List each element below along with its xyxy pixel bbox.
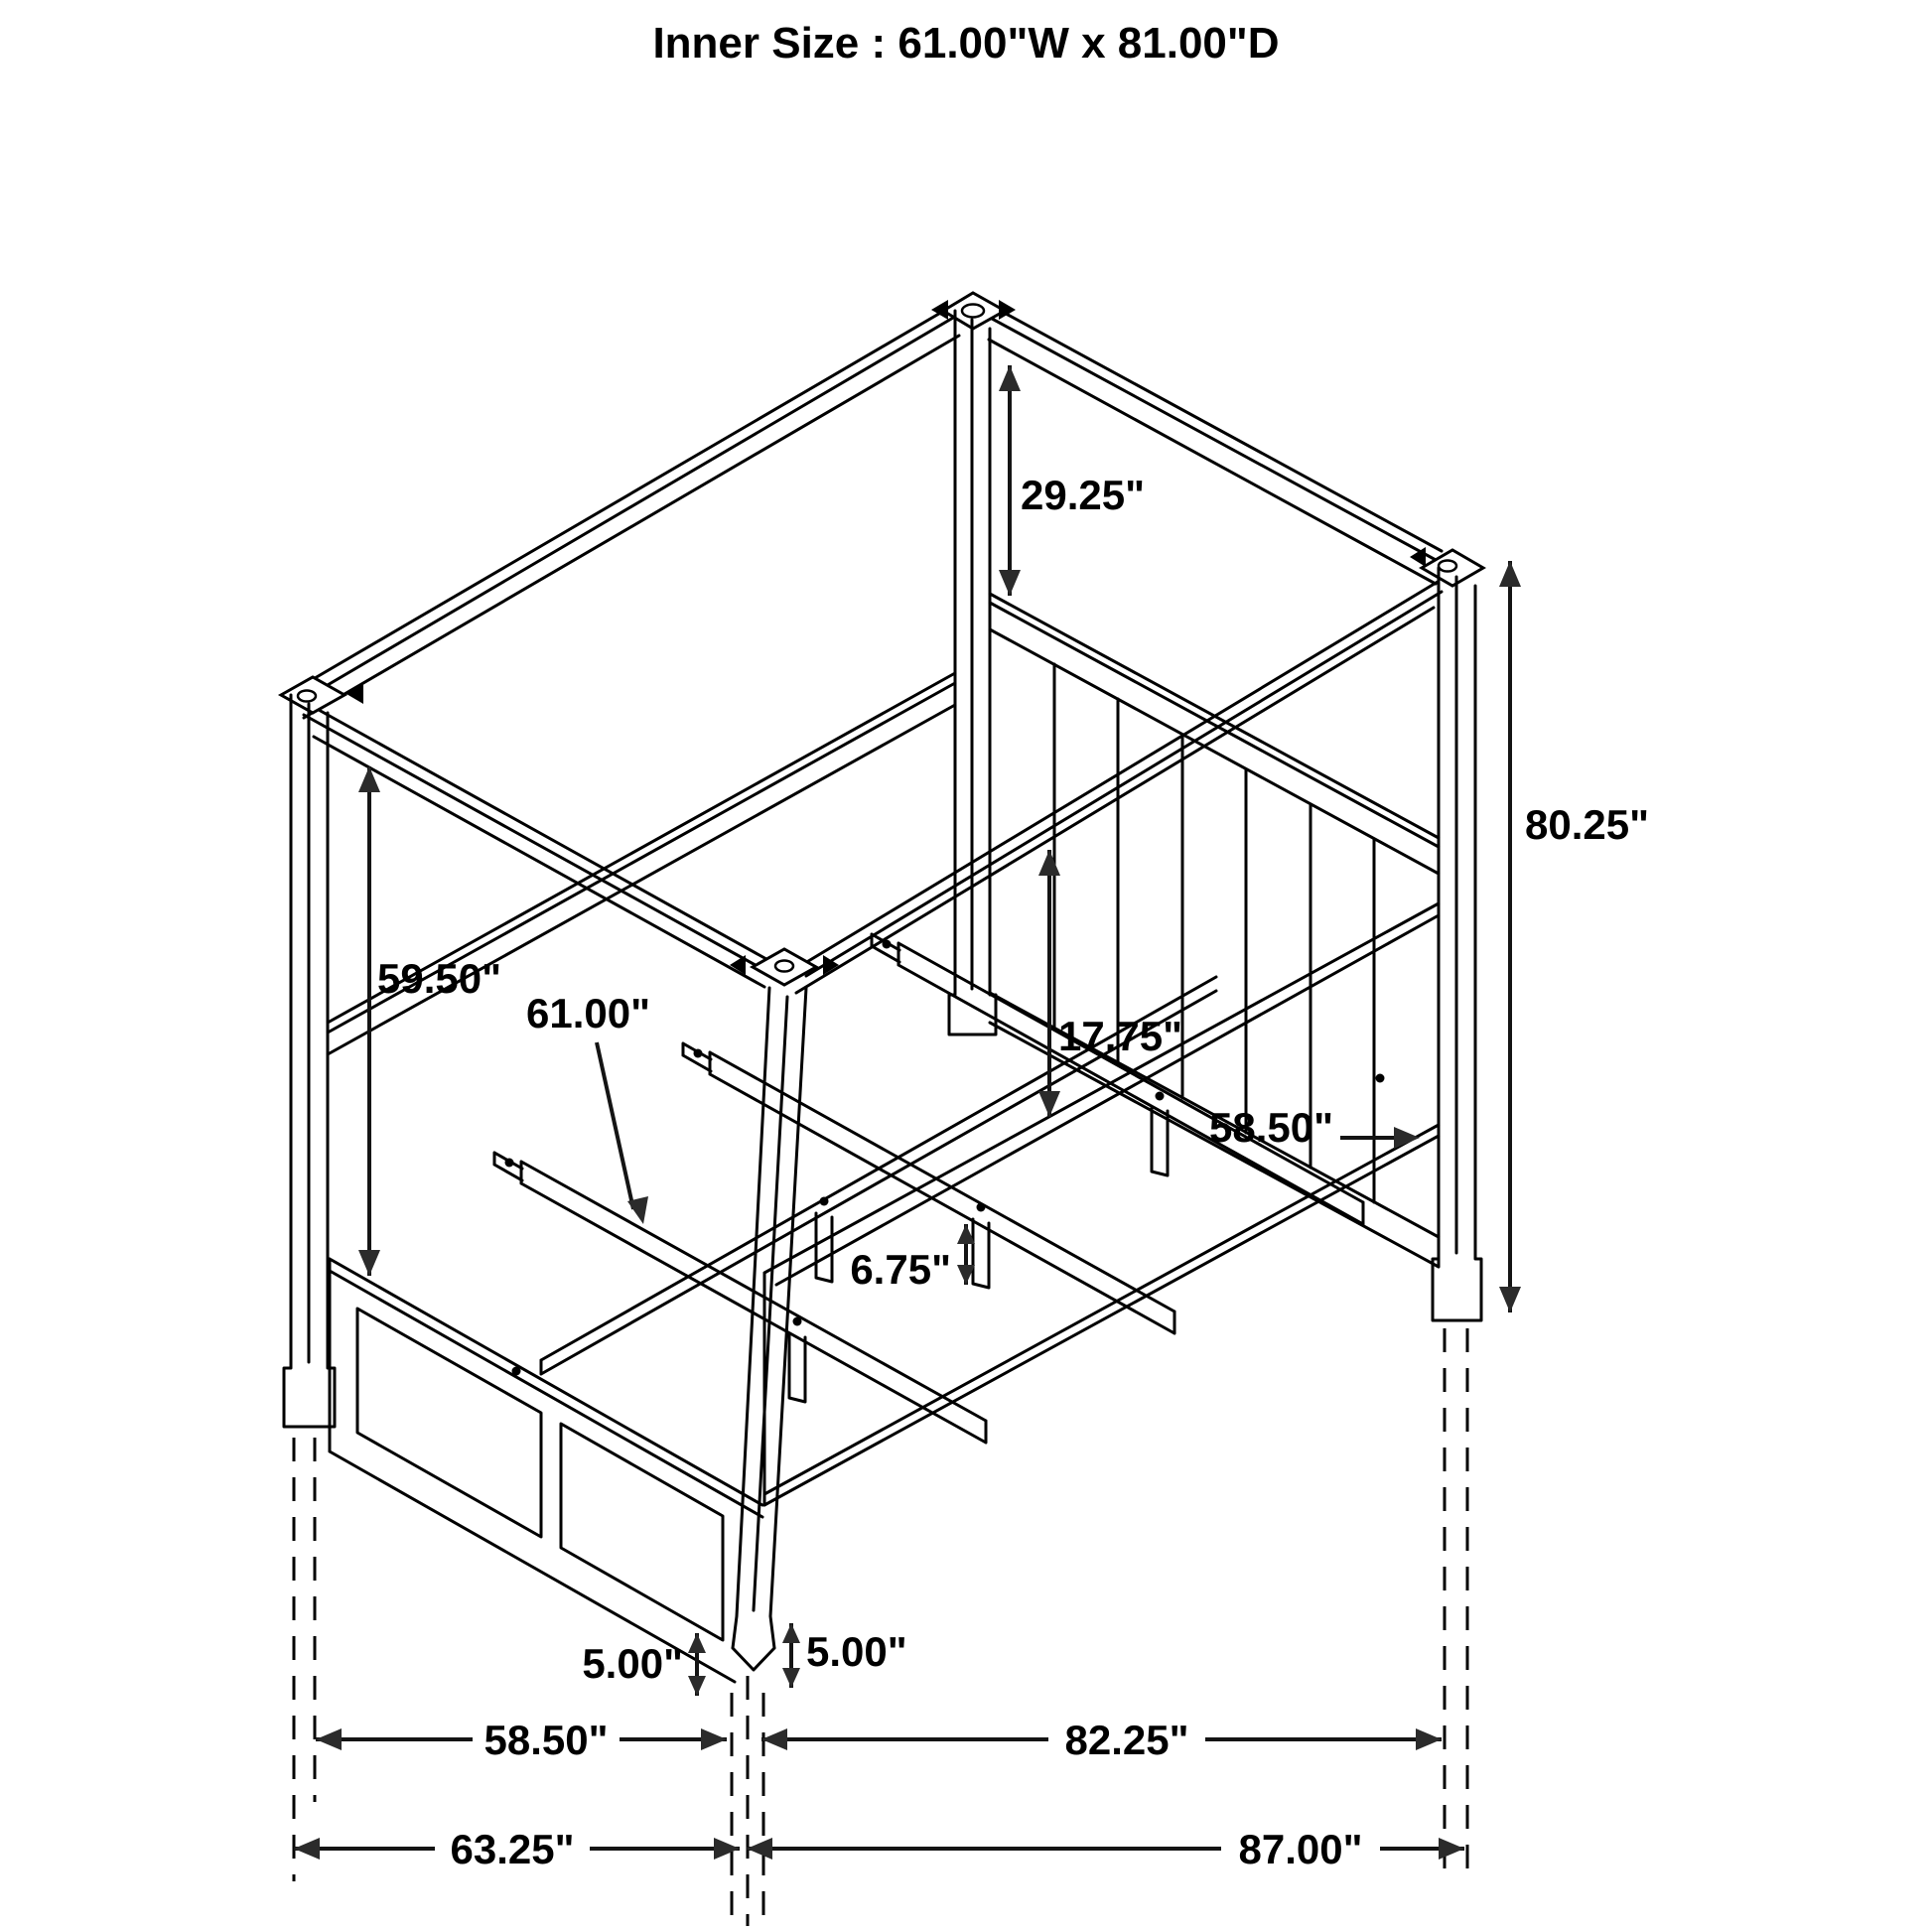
drawer-front-2 bbox=[561, 1424, 723, 1640]
canopy-corner-hole-right bbox=[1439, 561, 1456, 572]
dimension-overall-width bbox=[294, 1826, 740, 1872]
canopy-beam-back-width bbox=[983, 304, 1442, 584]
bed-rails bbox=[328, 673, 1439, 1505]
arrow-down-icon bbox=[358, 1250, 380, 1276]
dimension-overall-depth bbox=[747, 1826, 1464, 1872]
left-post bbox=[284, 695, 335, 1427]
arrow-right-icon bbox=[1416, 1728, 1442, 1750]
dimension-canopy-clearance bbox=[358, 766, 501, 1276]
dimension-front-leg-height-left bbox=[582, 1633, 706, 1696]
arrow-left-icon bbox=[747, 1838, 772, 1860]
dimension-label: 6.75" bbox=[850, 1246, 951, 1293]
dimension-rail-height bbox=[1038, 850, 1182, 1117]
canopy-corner-hole-back bbox=[962, 305, 984, 318]
slat-bolt bbox=[694, 1049, 703, 1058]
arrow-up-icon bbox=[1499, 561, 1521, 587]
canopy-beam-left-long bbox=[304, 301, 965, 718]
front-post bbox=[733, 988, 806, 1670]
slat-bolt bbox=[505, 1159, 514, 1168]
arrow-right-icon bbox=[1394, 1127, 1420, 1149]
arrow-down-icon bbox=[688, 1676, 706, 1696]
dimension-overall-height bbox=[1499, 561, 1649, 1312]
dimension-label: 58.50" bbox=[483, 1717, 609, 1763]
dimension-label: 17.75" bbox=[1058, 1013, 1183, 1059]
canopy-beam-front-width bbox=[304, 705, 766, 987]
arrow-left-icon bbox=[761, 1728, 787, 1750]
dimension-front-leg-height-right bbox=[782, 1623, 907, 1688]
arrow-up-icon bbox=[782, 1623, 800, 1643]
arrow-right-icon bbox=[701, 1728, 727, 1750]
leg-bolt bbox=[977, 1203, 986, 1212]
arrow-up-icon bbox=[688, 1633, 706, 1653]
dimension-label: 82.25" bbox=[1064, 1717, 1189, 1763]
arrow-left-icon bbox=[294, 1838, 320, 1860]
dimension-label: 29.25" bbox=[1021, 472, 1146, 518]
slat-3 bbox=[494, 1153, 986, 1443]
dimension-label: 5.00" bbox=[806, 1628, 907, 1675]
dimension-canopy-to-headboard bbox=[999, 365, 1145, 596]
right-side-rail bbox=[764, 903, 1439, 1505]
arrow-right-icon bbox=[714, 1838, 740, 1860]
dimension-footboard-inner-span bbox=[316, 1717, 727, 1763]
dimension-slat-length bbox=[526, 990, 650, 1224]
dimension-label: 59.50" bbox=[377, 955, 502, 1002]
page-title: Inner Size : 61.00"W x 81.00"D bbox=[652, 19, 1280, 68]
arrow-down-icon bbox=[999, 570, 1021, 596]
footboard-face bbox=[330, 1259, 762, 1682]
support-leg bbox=[789, 1333, 805, 1402]
leg-bolt bbox=[1156, 1092, 1165, 1101]
dimension-label: 58.50" bbox=[1209, 1104, 1334, 1151]
headboard bbox=[990, 594, 1439, 1267]
dimension-side-inner-span bbox=[761, 1717, 1442, 1763]
footboard-bolt bbox=[512, 1367, 521, 1376]
support-leg bbox=[816, 1213, 832, 1282]
arrow-up-icon bbox=[999, 365, 1021, 391]
dimension-label: 80.25" bbox=[1525, 801, 1650, 848]
dimension-headboard-span bbox=[1209, 1104, 1420, 1151]
arrow-down-icon bbox=[782, 1668, 800, 1688]
canopy-frame bbox=[281, 293, 1483, 993]
footboard-drawers bbox=[330, 1259, 762, 1682]
arrow-right-icon bbox=[1439, 1838, 1464, 1860]
arrow-left-icon bbox=[316, 1728, 342, 1750]
leg-bolt bbox=[793, 1317, 802, 1326]
canopy-corner-hole-left bbox=[298, 691, 316, 702]
dimension-label: 61.00" bbox=[526, 990, 651, 1036]
dimension-label: 63.25" bbox=[450, 1826, 575, 1872]
leader-line bbox=[597, 1042, 633, 1209]
arrow-down-icon bbox=[1499, 1287, 1521, 1312]
canopy-corner-hole-front bbox=[775, 961, 793, 972]
drawer-front-1 bbox=[357, 1309, 541, 1537]
leg-bolt bbox=[820, 1197, 829, 1206]
rail-bolt bbox=[1376, 1074, 1385, 1083]
arrow-up-icon bbox=[1038, 850, 1060, 876]
dimension-label: 5.00" bbox=[582, 1640, 683, 1687]
slat-bolt bbox=[883, 940, 892, 949]
dimension-label: 87.00" bbox=[1238, 1826, 1363, 1872]
